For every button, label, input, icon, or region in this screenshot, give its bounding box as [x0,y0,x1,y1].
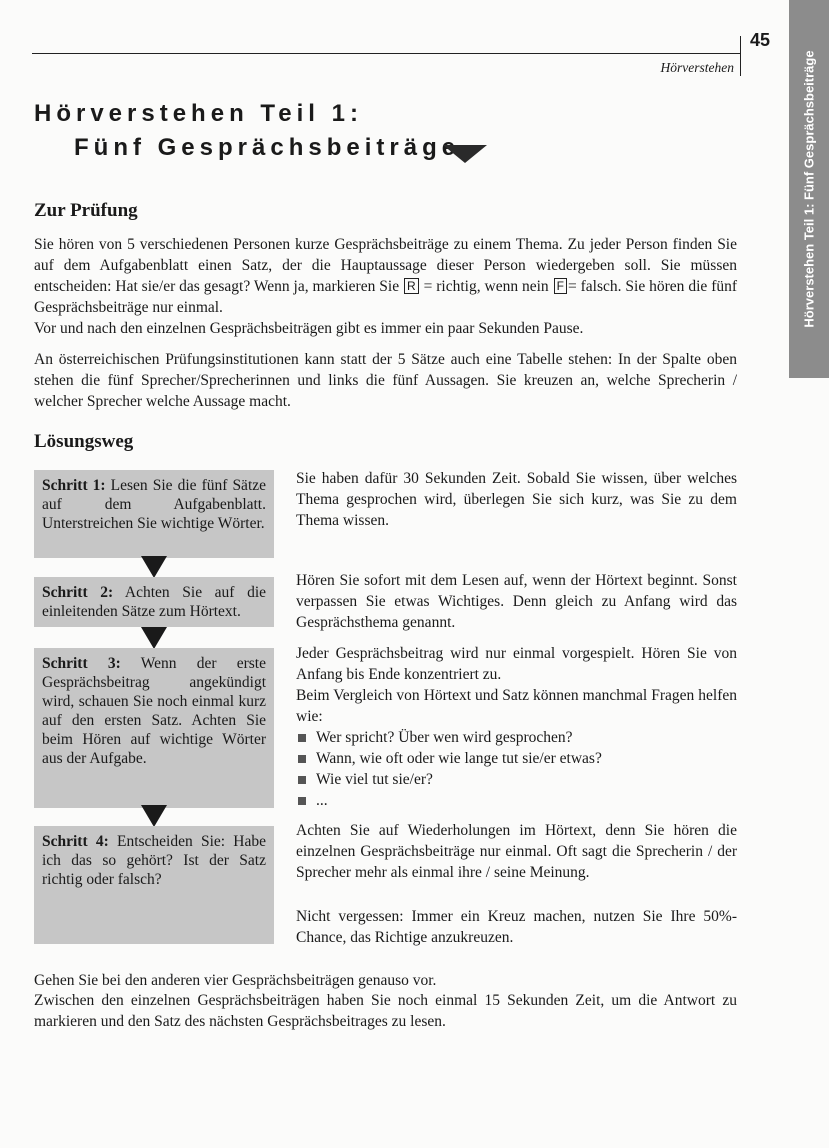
intro-text-b: = richtig, wenn nein [423,278,549,295]
step-3-text-a: Jeder Gesprächsbeitrag wird nur einmal vorgespielt. Hören Sie von Anfang bis Ende konzentriert zu. [296,645,737,683]
step-3-explanation [296,643,737,811]
falsch-box-icon: F [554,278,567,294]
step-3-text-b: Beim Vergleich von Hörtext und Satz können manchmal Fragen helfen wie: [296,687,737,725]
page-title-line1: Hörverstehen Teil 1: [34,100,363,127]
step-label: Schritt 2: [42,584,114,601]
list-item: Wie viel tut sie/er? [296,769,737,790]
list-item: ... [296,790,737,811]
step-text: Achten Sie auf die einleitenden Sätze zum Hörtext. [42,584,266,620]
arrow-down-icon [141,805,167,827]
arrow-down-icon [141,556,167,578]
square-bullet-icon [298,755,306,763]
intro-paragraph-1 [34,234,737,318]
step-label: Schritt 4: [42,833,109,850]
intro-paragraph-3: An österreichischen Prüfungsinstitutionen kann statt der 5 Sätze auch eine Tabelle stehen: In der Spalte oben stehen die fünf Sprecher/Sprecherinnen und links die fünf Aussagen. Sie kreuzen an, welche Sprecherin / welcher Sprecher welche Aussage macht. [34,351,737,410]
step-label: Schritt 1: [42,477,106,494]
running-head: Hörverstehen [660,60,734,75]
intro-text-a: Sie hören von 5 verschiedenen Personen kurze Gesprächsbeiträge zu einem Thema. Zu jeder Person finden Sie auf dem Aufgabenblatt einen Satz, der die Hauptaussage dieser Person wiedergeben soll. Sie müssen entscheiden: Hat sie/er das gesagt? Wenn ja, markieren Sie [34,236,737,295]
step-box-4 [34,826,274,944]
list-item: Wer spricht? Über wen wird gesprochen? [296,727,737,748]
reminder-note: Nicht vergessen: Immer ein Kreuz machen, nutzen Sie Ihre 50%-Chance, das Richtige anzukreuzen. [296,908,737,946]
square-bullet-icon [298,734,306,742]
step-2-explanation: Hören Sie sofort mit dem Lesen auf, wenn der Hörtext beginnt. Sonst verpassen Sie etwas Wichtiges. Denn gleich zu Anfang wird das Gesprächsthema genannt. [296,572,737,631]
square-bullet-icon [298,776,306,784]
square-bullet-icon [298,797,306,805]
outro-paragraph-1: Gehen Sie bei den anderen vier Gesprächsbeiträgen genauso vor. [34,972,437,989]
side-tab [789,0,829,378]
outro-paragraph-2: Zwischen den einzelnen Gesprächsbeiträgen haben Sie noch einmal 15 Sekunden Zeit, um die Antwort zu markieren und den Satz des nächsten Gesprächsbeitrages zu lesen. [34,992,737,1030]
side-tab-label: Hörverstehen Teil 1: Fünf Gesprächsbeiträge [801,50,817,328]
page-number: 45 [750,30,771,50]
intro-paragraph-2: Vor und nach den einzelnen Gesprächsbeiträgen gibt es immer ein paar Sekunden Pause. [34,320,584,337]
step-1-explanation: Sie haben dafür 30 Sekunden Zeit. Sobald Sie wissen, über welches Thema gesprochen wird, überlegen Sie sich kurz, was Sie zu dem Thema wissen. [296,470,737,529]
step-label: Schritt 3: [42,655,121,672]
arrow-down-icon [141,627,167,649]
page-title-line2: Fünf Gesprächsbeiträge [74,134,461,161]
richtig-box-icon: R [404,278,419,294]
step-text: Lesen Sie die fünf Sätze auf dem Aufgabenblatt. Unterstreichen Sie wichtige Wörter. [42,477,267,532]
header-rule [32,53,741,54]
intro-text-c: = falsch. Sie hören die fünf Gesprächsbeiträge nur einmal. [34,278,738,316]
step-box-2 [34,577,274,627]
header-divider [740,36,741,76]
step-box-1 [34,470,274,558]
section-heading-loesungsweg: Lösungsweg [34,431,134,452]
list-item: Wann, wie oft oder wie lange tut sie/er etwas? [296,748,737,769]
step-box-3 [34,648,274,808]
step-text: Wenn der erste Gesprächsbeitrag angekündigt wird, schauen Sie noch einmal kurz auf den ersten Satz. Achten Sie beim Hören auf wichtige Wörter aus der Aufgabe. [42,655,266,767]
title-triangle-icon [443,145,487,163]
question-list [296,727,737,811]
step-4-explanation: Achten Sie auf Wiederholungen im Hörtext, denn Sie hören die einzelnen Gesprächsbeiträge nur einmal. Oft sagt die Sprecherin / der Sprecher mehr als einmal ihre / seine Meinung. [296,822,737,881]
step-text: Entscheiden Sie: Habe ich das so gehört? Ist der Satz richtig oder falsch? [42,833,266,888]
section-heading-pruefung: Zur Prüfung [34,200,138,221]
